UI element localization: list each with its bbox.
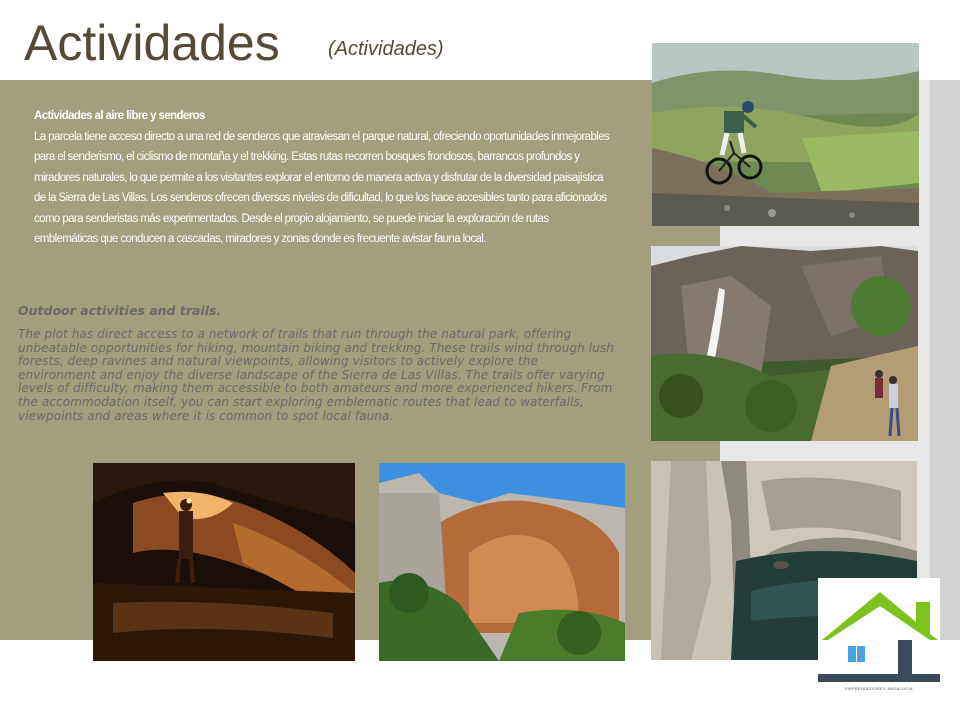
spanish-body: La parcela tiene acceso directo a una red de senderos que atraviesan el parque natural, ofreciendo oportunidades inmejorables para el senderismo, el ciclismo de montaña y el trekking. Estas rutas recorren bosques frondosos, barrancos profundos y miradores naturales, lo que permite a los visitantes explorar el entorno de manera activa y disfrutar de la diversidad paisajística de la Sierra de Las Villas. Los senderos ofrecen diversos niveles de dificultad, lo que los hace accesibles tanto para aficionados como para senderistas más experimentados. Desde el propio alojamiento, se puede iniciar la exploración de rutas emblemáticas que conducen a cascadas, miradores y zonas donde es frecuente avistar fauna local. (34, 130, 610, 245)
spanish-text-block (34, 106, 614, 250)
english-heading: Outdoor activities and trails. (18, 303, 222, 318)
spanish-heading: Actividades al aire libre y senderos (34, 110, 205, 122)
english-text-block (18, 303, 618, 423)
side-strip-dark (930, 80, 960, 640)
photo-mountain-biker (652, 43, 919, 226)
logo-caption: EMPRENDEDORES ANDALUCIA (845, 686, 913, 691)
photo-cave (93, 463, 355, 661)
english-body: The plot has direct access to a network of trails that run through the natural park, offering unbeatable opportunities for hiking, mountain biking and trekking. These trails wind through lush forests, deep ravines and natural viewpoints, allowing visitors to actively explore the environment and enjoy the diverse landscape of the Sierra de Las Villas. The trails offer varying levels of difficulty, making them accessible to both amateurs and more experienced hikers. From the accommodation itself, you can start exploring emblematic routes that lead to waterfalls, viewpoints and areas where it is common to spot local fauna. (18, 327, 614, 423)
photo-rock-arch (379, 463, 625, 661)
photo-waterfall-hikers (651, 246, 918, 441)
house-logo-icon (818, 578, 940, 688)
page-title: Actividades (24, 15, 280, 71)
company-logo (818, 578, 940, 698)
page-subtitle: (Actividades) (328, 38, 444, 60)
